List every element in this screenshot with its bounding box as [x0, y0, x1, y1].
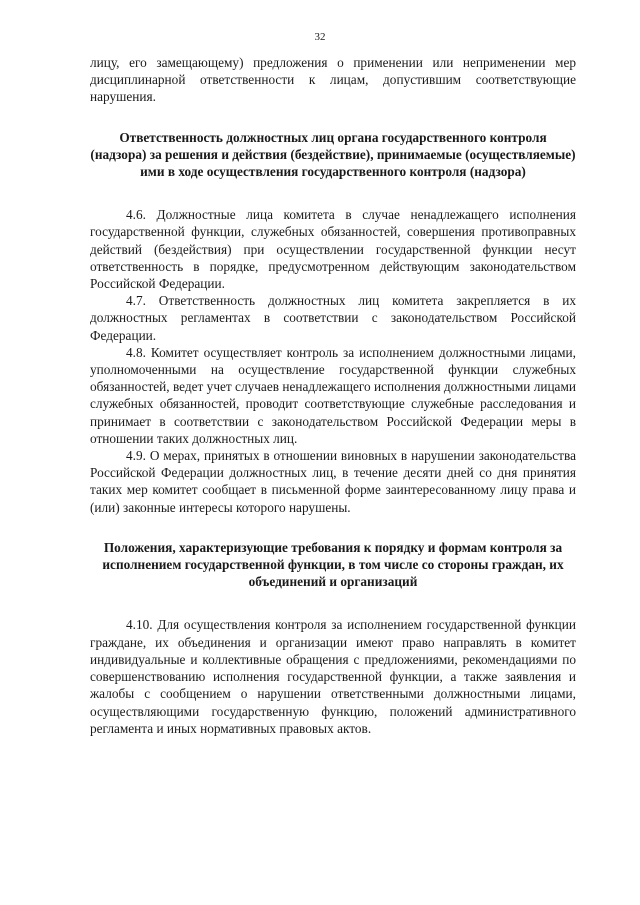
- paragraph-4-6: 4.6. Должностные лица комитета в случае ненадлежащего исполнения государственной функции, служебных обязанностей, совершения противоправных действий (бездействия) при осуществлении государственной функции несут ответственность в порядке, предусмотренном действующим законодательством Российской Федерации.: [90, 207, 576, 292]
- page-content: [90, 54, 576, 737]
- section-heading-public-control: Положения, характеризующие требования к порядку и формам контроля за исполнением государственной функции, в том числе со стороны граждан, их объединений и организаций: [102, 539, 564, 590]
- paragraph-4-10: 4.10. Для осуществления контроля за исполнением государственной функции граждане, их объединения и организации имеют право направлять в комитет индивидуальные и коллективные обращения с предложениями, рекомендациями по совершенствованию исполнения государственной функции, а также заявления и жалобы с сообщением о нарушении ответственными должностными лицами, осуществляющими государственную функцию, положений административного регламента и иных нормативных правовых актов.: [90, 617, 576, 736]
- paragraph-4-9: 4.9. О мерах, принятых в отношении виновных в нарушении законодательства Российской Федерации должностных лиц, в течение десяти дней со дня принятия таких мер комитет сообщает в письменной форме заинтересованному лицу права и (или) законные интересы которого нарушены.: [90, 448, 576, 515]
- paragraph-4-8: 4.8. Комитет осуществляет контроль за исполнением должностными лицами, уполномоченными на осуществление государственной функции служебных обязанностей, ведет учет случаев ненадлежащего исполнения должностными лицами служебных обязанностей, проводит соответствующие служебные расследования и принимает в соответствии с законодательством Российской Федерации меры в отношении таких должностных лиц.: [90, 344, 576, 446]
- section-heading-responsibility: Ответственность должностных лиц органа государственного контроля (надзора) за решения и действия (бездействие), принимаемые (осуществляемые) ими в ходе осуществления государственного контроля (надзора): [90, 129, 576, 180]
- continuation-paragraph: лицу, его замещающему) предложения о применении или неприменении мер дисциплинарной ответственности к лицам, допустившим соответствующие нарушения.: [90, 55, 576, 105]
- paragraph-4-7: 4.7. Ответственность должностных лиц комитета закрепляется в их должностных регламентах в соответствии с законодательством Российской Федерации.: [90, 293, 576, 343]
- page-number: 32: [314, 31, 326, 43]
